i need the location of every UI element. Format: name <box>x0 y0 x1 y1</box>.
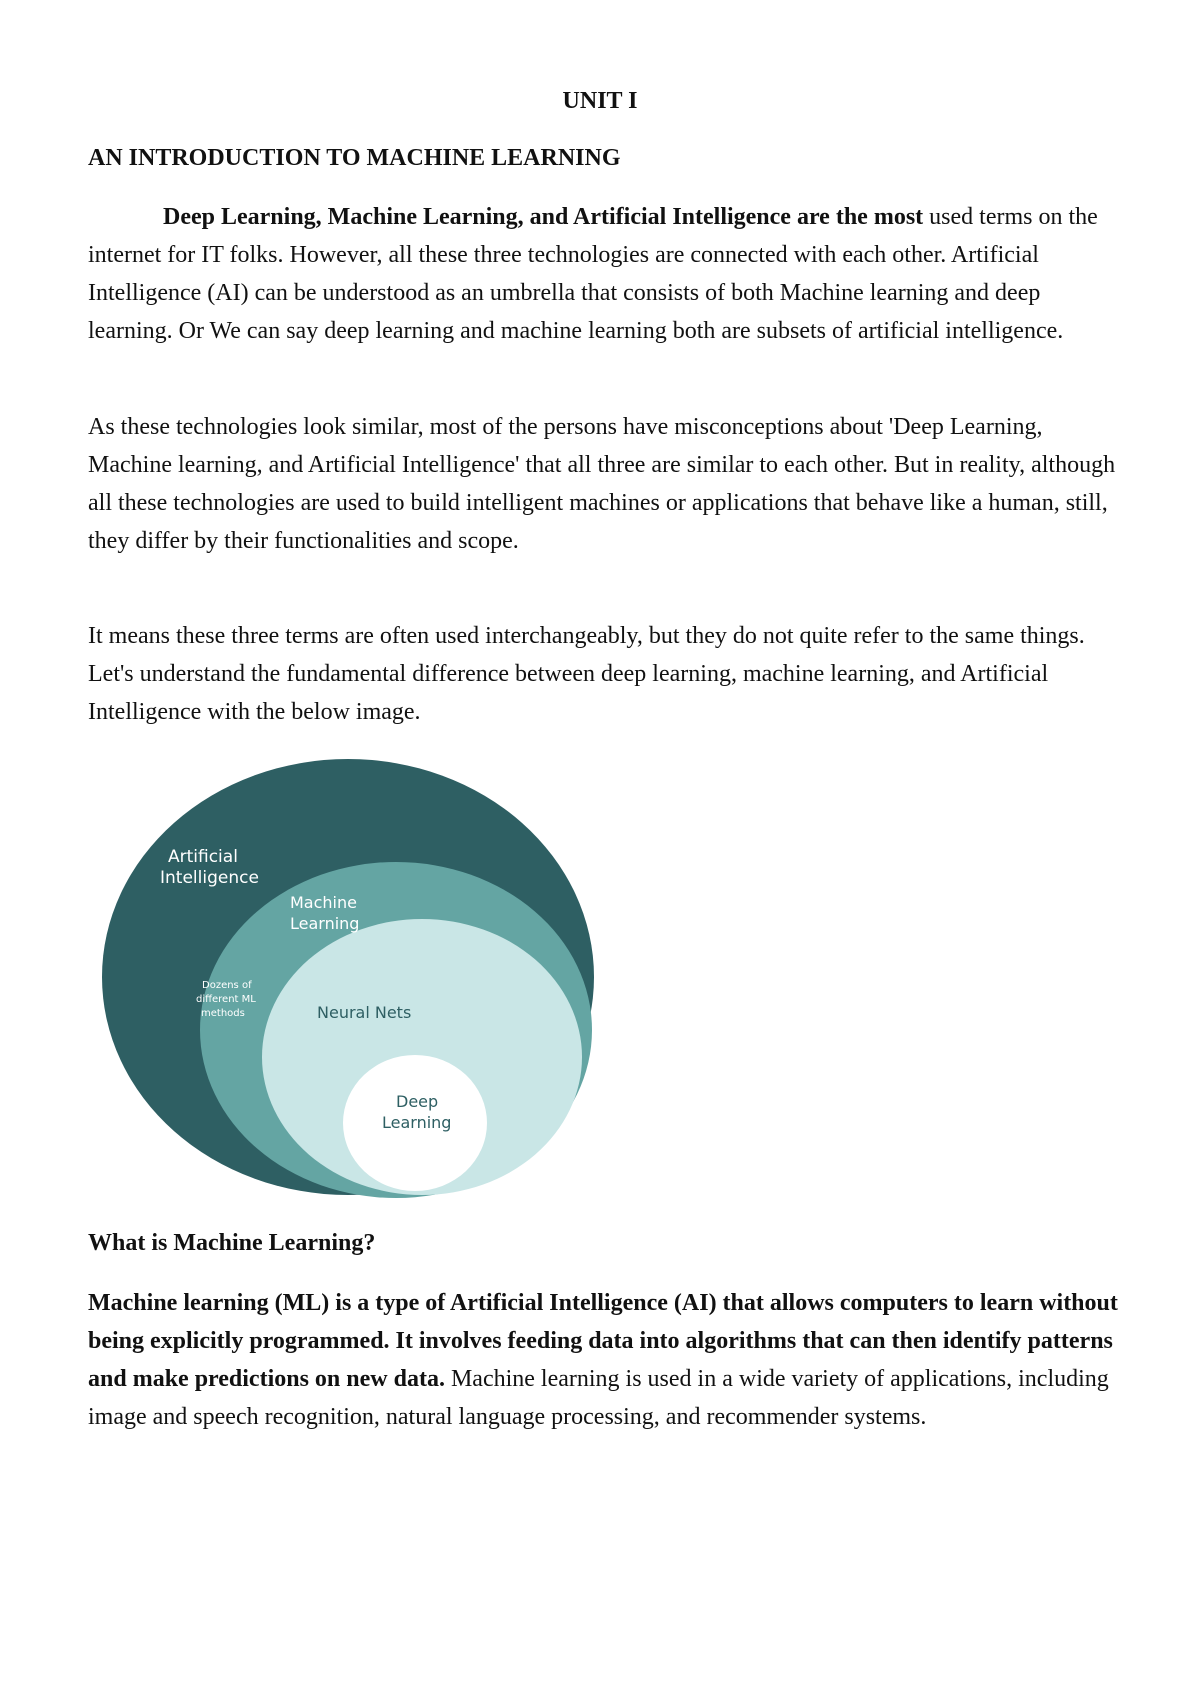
section-title: AN INTRODUCTION TO MACHINE LEARNING <box>88 145 621 171</box>
paragraph-interchangeable-text: It means these three terms are often used interchangeably, but they do not quite refer to the same things. Let's understand the fundamental difference between deep learning, machine learning, and Artificial Intelligence with the below image. <box>88 623 1085 725</box>
ml-label-line2: Learning <box>290 914 360 933</box>
neural-nets-label: Neural Nets <box>317 1003 412 1022</box>
paragraph-misconceptions <box>88 408 1118 560</box>
ml-label-line1: Machine <box>290 893 357 912</box>
methods-label-line1: Dozens of <box>202 980 252 991</box>
what-is-ml-heading: What is Machine Learning? <box>88 1230 376 1256</box>
ai-label-line1: Artificial <box>168 847 238 867</box>
unit-title: UNIT I <box>562 88 638 114</box>
dl-label-line2: Learning <box>382 1113 452 1132</box>
intro-paragraph <box>88 198 1118 350</box>
ml-definition-paragraph <box>88 1284 1118 1436</box>
methods-label-line2: different ML <box>196 994 256 1005</box>
dl-label-line1: Deep <box>396 1092 439 1111</box>
intro-bold-lead: Deep Learning, Machine Learning, and Artificial Intelligence are the most <box>163 204 924 230</box>
ai-label-line2: Intelligence <box>160 868 259 888</box>
methods-label-line3: methods <box>201 1008 245 1019</box>
ml-definition-bold: Machine learning (ML) is a type of Artificial Intelligence (AI) that allows computers to learn without being explicitly programmed. It involves feeding data into algorithms that can then identify patterns and make predictions on new data. <box>88 1290 1118 1392</box>
paragraph-misconceptions-text: As these technologies look similar, most of the persons have misconceptions about 'Deep Learning, Machine learning, and Artificial Intelligence' that all three are similar to each other. But in reality, although all these technologies are used to build intelligent machines or applications that behave like a human, still, they differ by their functionalities and scope. <box>88 414 1116 554</box>
ai-ml-dl-venn-diagram <box>98 755 598 1205</box>
intro-rest: used terms on the internet for IT folks. However, all these three technologies are connected with each other. Artificial Intelligence (AI) can be understood as an umbrella that consists of both Machine learning and deep learning. Or We can say deep learning and machine learning both are subsets of artificial intelligence. <box>88 204 1098 344</box>
paragraph-interchangeable <box>88 617 1118 731</box>
ml-definition-rest: Machine learning is used in a wide variety of applications, including image and speech recognition, natural language processing, and recommender systems. <box>88 1366 1109 1430</box>
